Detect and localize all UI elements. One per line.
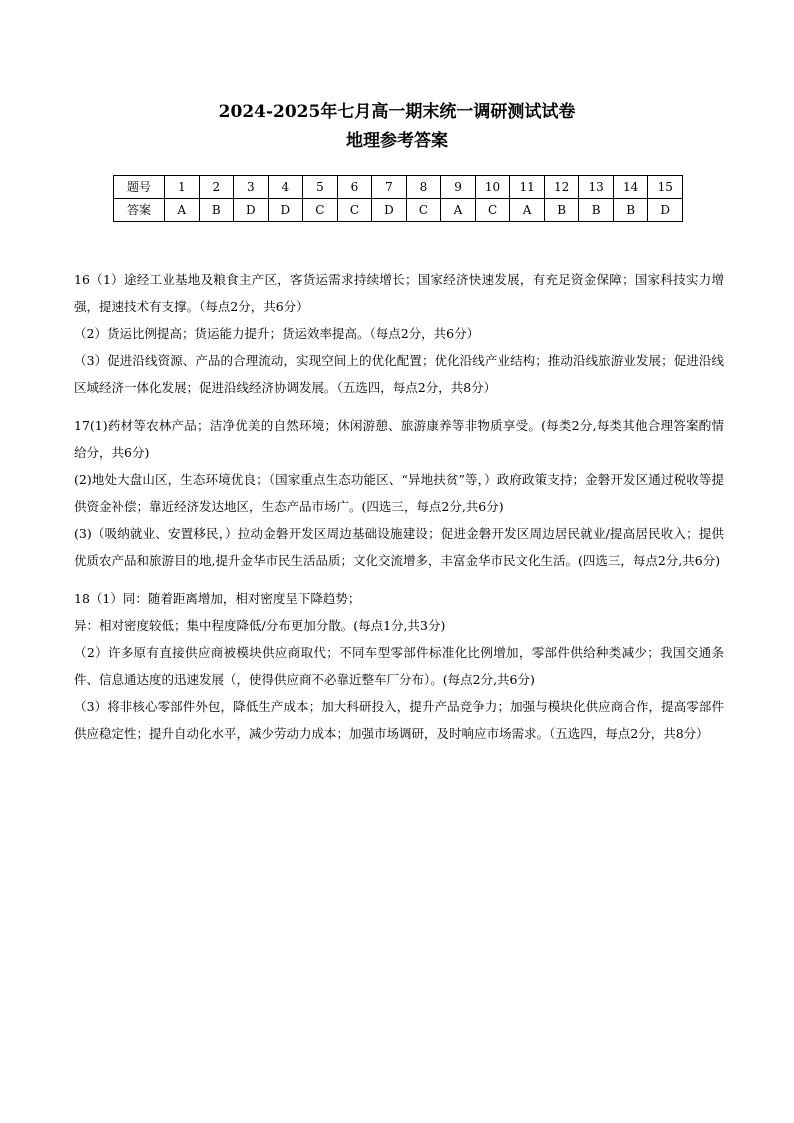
question-number-cell: 3 [234, 176, 269, 199]
answer-cell: C [337, 199, 372, 222]
question-number-label: 题号 [114, 176, 165, 199]
question-number-cell: 12 [544, 176, 579, 199]
q18-part1-diff: 异：相对密度较低；集中程度降低/分布更加分散。(每点1分,共3分) [74, 618, 446, 633]
question-number-cell: 9 [441, 176, 476, 199]
answer-cell: A [441, 199, 476, 222]
answer-label: 答案 [114, 199, 165, 222]
question-number-cell: 1 [165, 176, 200, 199]
question-18-answer [74, 585, 724, 747]
q18-part2: （2）许多原有直接供应商被模块供应商取代；不同车型零部件标准化比例增加，零部件供给种类减少；我国交通条件、信息通达度的迅速发展（，使得供应商不必靠近整车厂分布）。(每点2分,共6分) [74, 645, 724, 687]
question-number-row [114, 176, 683, 199]
question-number-cell: 7 [372, 176, 407, 199]
exam-title: 2024-2025年七月高一期末统一调研测试试卷 [218, 102, 576, 122]
q18-part1-same: 18（1）同：随着距离增加，相对密度呈下降趋势； [74, 591, 361, 606]
q16-part1: 16（1）途经工业基地及粮食主产区，客货运需求持续增长；国家经济快速发展，有充足资金保障；国家科技实力增强，提速技术有支撑。（每点2分，共6分） [74, 272, 724, 314]
answer-cell: D [648, 199, 683, 222]
question-number-cell: 2 [199, 176, 234, 199]
answer-row [114, 199, 683, 222]
q17-part1: 17(1)药材等农林产品；洁净优美的自然环境；休闲游憩、旅游康养等非物质享受。(每类2分,每类其他合理答案酌情给分，共6分) [74, 418, 724, 460]
q17-part2: (2)地处大盘山区，生态环境优良；（国家重点生态功能区、“异地扶贫”等，）政府政策支持；金磐开发区通过税收等提供资金补偿；靠近经济发达地区，生态产品市场广。(四选三，每点2分,共6分) [74, 472, 724, 514]
answer-cell: C [406, 199, 441, 222]
answer-cell: B [613, 199, 648, 222]
answer-cell: B [199, 199, 234, 222]
answer-cell: A [510, 199, 545, 222]
question-number-cell: 6 [337, 176, 372, 199]
answer-cell: B [544, 199, 579, 222]
question-number-cell: 13 [579, 176, 614, 199]
answer-table [113, 175, 683, 222]
question-number-cell: 15 [648, 176, 683, 199]
question-number-cell: 8 [406, 176, 441, 199]
answer-cell: D [268, 199, 303, 222]
answer-key-subtitle: 地理参考答案 [346, 131, 448, 151]
question-number-cell: 14 [613, 176, 648, 199]
question-number-cell: 10 [475, 176, 510, 199]
answer-cell: D [372, 199, 407, 222]
q18-part3: （3）将非核心零部件外包，降低生产成本；加大科研投入，提升产品竞争力；加强与模块化供应商合作，提高零部件供应稳定性；提升自动化水平，减少劳动力成本；加强市场调研，及时响应市场需求。（五选四，每点2分，共8分） [74, 699, 724, 741]
question-number-cell: 5 [303, 176, 338, 199]
question-16-answer [74, 266, 724, 401]
answer-cell: A [165, 199, 200, 222]
answer-cell: C [475, 199, 510, 222]
question-17-answer [74, 412, 724, 574]
q17-part3: (3)（吸纳就业、安置移民，）拉动金磐开发区周边基础设施建设；促进金磐开发区周边居民就业/提高居民收入；提供优质农产品和旅游目的地,提升金华市民生活品质；文化交流增多，丰富金华市民文化生活。(四选三，每点2分,共6分) [74, 526, 724, 568]
q16-part2: （2）货运比例提高；货运能力提升；货运效率提高。（每点2分，共6分） [74, 326, 480, 341]
answer-content [74, 266, 724, 747]
answer-cell: B [579, 199, 614, 222]
question-number-cell: 11 [510, 176, 545, 199]
answer-cell: D [234, 199, 269, 222]
q16-part3: （3）促进沿线资源、产品的合理流动，实现空间上的优化配置；优化沿线产业结构；推动沿线旅游业发展；促进沿线区域经济一体化发展；促进沿线经济协调发展。（五选四，每点2分，共8分） [74, 353, 724, 395]
answer-cell: C [303, 199, 338, 222]
question-number-cell: 4 [268, 176, 303, 199]
